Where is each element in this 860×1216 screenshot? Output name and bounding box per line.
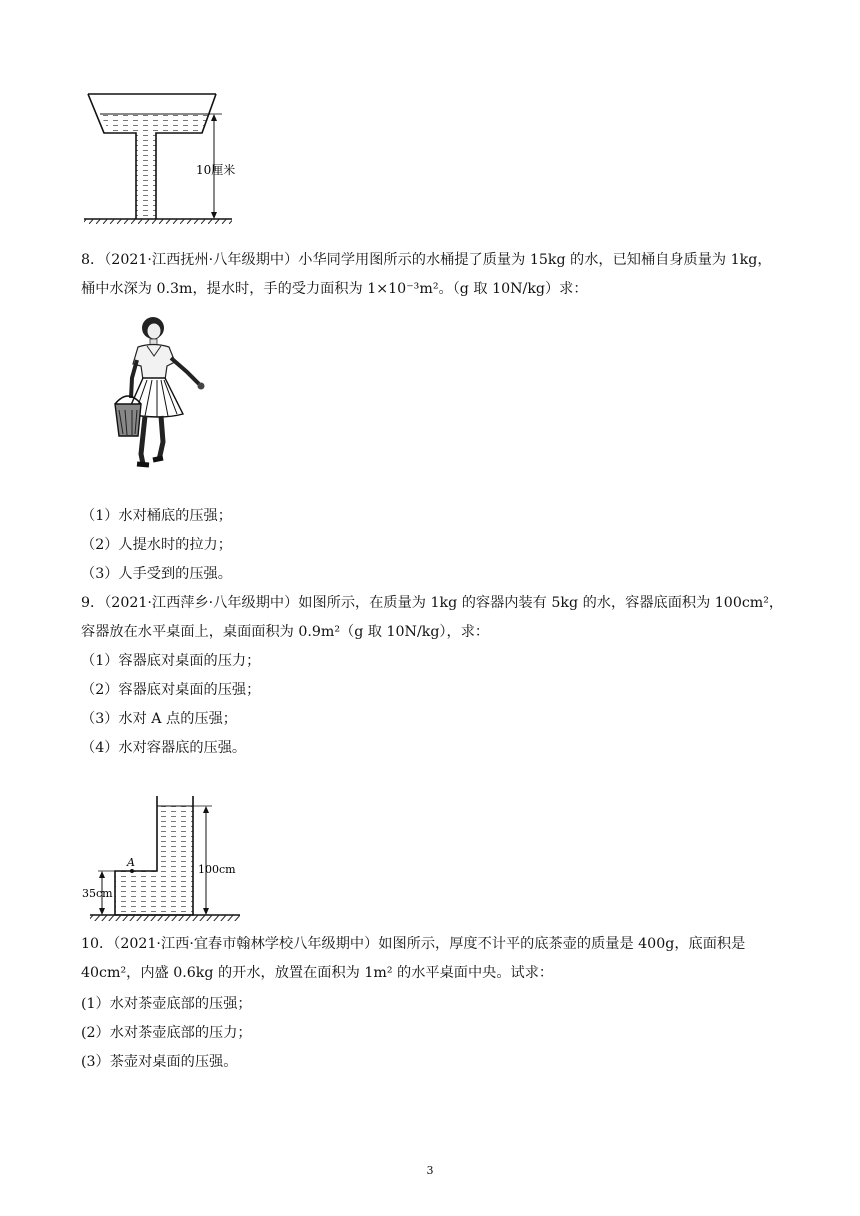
q8-line-1: 8．（2021·江西抚州·八年级期中）小华同学用图所示的水桶提了质量为 15kg 的水，已知桶自身质量为 1kg， <box>81 252 772 268</box>
q10-sub-1: (1）水对茶壶底部的压强； <box>81 996 252 1012</box>
q9-sub-4: （4）水对容器底的压强。 <box>81 740 247 756</box>
height-label-100cm: 100cm <box>198 863 236 876</box>
container-figure-1 <box>82 88 262 224</box>
l-shaped-container-figure <box>80 794 250 924</box>
point-a-label: A <box>127 856 135 869</box>
q8-line-2: 桶中水深为 0.3m，提水时，手的受力面积为 1×10⁻³m²。（g 取 10N/kg）求： <box>81 281 588 297</box>
height-label-35cm: 35cm <box>82 887 113 900</box>
woman-carrying-bucket-figure <box>105 314 215 476</box>
q9-sub-2: （2）容器底对桌面的压强； <box>81 682 261 698</box>
q9-sub-3: （3）水对 A 点的压强； <box>81 711 237 727</box>
q9-sub-1: （1）容器底对桌面的压力； <box>81 653 261 669</box>
q8-sub-1: （1）水对桶底的压强； <box>81 508 232 524</box>
q9-line-2: 容器放在水平桌面上，桌面面积为 0.9m²（g 取 10N/kg），求： <box>81 624 490 640</box>
q8-sub-2: （2）人提水时的拉力； <box>81 537 232 553</box>
height-label-10cm: 10厘米 <box>196 163 236 177</box>
q10-line-2: 40cm²，内盛 0.6kg 的开水，放置在面积为 1m² 的水平桌面中央。试求： <box>81 965 554 981</box>
q10-line-1: 10．（2021·江西·宜春市翰林学校八年级期中）如图所示，厚度不计平的底茶壶的质量是 400g，底面积是 <box>81 936 746 952</box>
q8-sub-3: （3）人手受到的压强。 <box>81 566 232 582</box>
q10-sub-2: (2）水对茶壶底部的压力； <box>81 1025 252 1041</box>
page-number: 3 <box>426 1164 434 1177</box>
q10-sub-3: (3）茶壶对桌面的压强。 <box>81 1054 238 1070</box>
q9-line-1: 9．（2021·江西萍乡·八年级期中）如图所示，在质量为 1kg 的容器内装有 5kg 的水，容器底面积为 100cm²， <box>81 595 784 611</box>
